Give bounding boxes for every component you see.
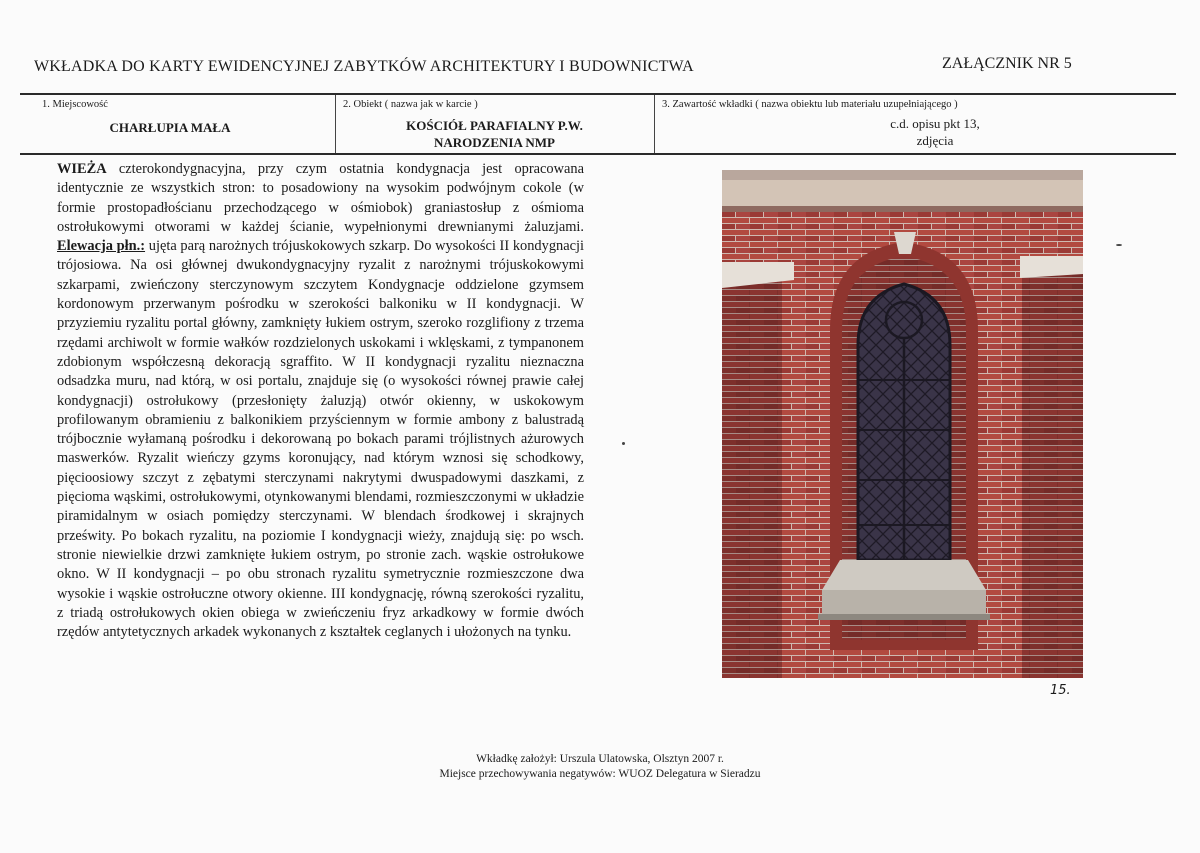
column-divider [654,95,655,153]
description-part1: czterokondygnacyjna, przy czym ostatnia kondygnacja jest opracowana identycznie ze wszystkich stron: to posadowiony na wysokim podwójnym cokole (w formie prostopadłościanu przechodzącego w ośmiobok) graniastosłup z ośmioma ostrołukowymi otworami w każdej ścianie, wypełnionymi drewnianymi żaluzjami. [57,161,584,235]
header-bottom-rule [20,153,1176,155]
photo-number: 15. [1050,683,1071,698]
contents-label: 3. Zawartość wkładki ( nazwa obiektu lub materiału uzupełniającego ) [662,99,958,110]
founded-by-note: Wkładkę założył: Urszula Ulatowska, Olsztyn 2007 r. [476,753,724,765]
description-text [57,160,584,642]
elevation-label: Elewacja płn.: [57,238,146,255]
negatives-storage-note: Miejsce przechowywania negatywów: WUOZ Delegatura w Sieradzu [439,768,761,780]
object-label: 2. Obiekt ( nazwa jak w karcie ) [343,99,478,110]
header-top-rule [20,93,1176,95]
object-value-line1: KOŚCIÓŁ PARAFIALNY P.W. [406,118,583,133]
location-label: 1. Miejscowość [42,99,108,110]
column-divider [335,95,336,153]
description-part2: ujęta parą narożnych trójuskokowych szkarp. Do wysokości II kondygnacji trójosiowa. Na osi głównej dwukondygnacyjny ryzalit z narożnymi trójuskokowymi szkarpami, zwieńczony sterczynowym szczytem Kondygnacje oddzielone gzymsem kordonowym przerwanym pośrodku w szerokości balkoniku w II kondygnacji. W przyziemiu ryzalitu portal główny, zamknięty łukiem ostrym, szeroko rozglifiony z trzema rzędami archiwolt w formie wałków rozdzielonych uskokami i wklęskami, z tympanonem zdobionym współczesną dekoracją sgraffito. W II kondygnacji ryzalitu nieznaczna odsadzka muru, nad którą, w osi portalu, znajduje się (o wysokości równej prawie całej kondygnacji) ostrołukowy (przesłonięty żaluzją) otwór okienny, w uskokowym profilowanym obramieniu z balkonikiem przyściennym w formie ambony z balustradą trójbocznie wyłamaną pośrodku i dekorowaną po bokach parami trójlistnych ażurowych maswerków. Ryzalit wieńczy gzyms koronujący, nad którym wznosi się schodkowy, pięcioosiowy szczyt z zębatymi sterczynami nakrytymi dwuspadowymi daszkami, z pięcioma wąskimi, ostrołukowymi, otynkowanymi blendami, rozmieszczonymi w układzie piramidalnym w osiach pomiędzy sterczynami. W blendach środkowej i skrajnych prześwity. Po bokach ryzalitu, na poziomie I kondygnacji wieży, znajdują się: po wsch. stronie niewielkie drzwi zamknięte łukiem ostrym, po stronie zach. wąskie ostrołukowe okno. W II kondygnacji – po obu stronach ryzalitu symetrycznie rozmieszczone dwa wysokie i wąskie ostrołuczne otwory okienne. III kondygnację, równą szerokości ryzalitu, z triadą ostrołukowych okien obiega w zwieńczeniu fryz arkadkowy w formie dwóch rzędów antytetycznych arkadek wykonanych z kształtek ceglanych i ułożonych na tynku. [57,238,584,641]
scan-speck [622,442,625,445]
annex-number: ZAŁĄCZNIK NR 5 [942,55,1072,72]
description-lead: WIEŻA [57,161,107,177]
contents-value-line1: c.d. opisu pkt 13, [890,116,980,131]
location-value: CHARŁUPIA MAŁA [109,120,231,135]
document-title: WKŁADKA DO KARTY EWIDENCYJNEJ ZABYTKÓW ARCHITEKTURY I BUDOWNICTWA [34,58,694,75]
church-window-photo [722,170,1083,678]
contents-value-line2: zdjęcia [916,133,954,148]
scan-speck [1116,244,1122,246]
object-value-line2: NARODZENIA NMP [434,135,555,150]
